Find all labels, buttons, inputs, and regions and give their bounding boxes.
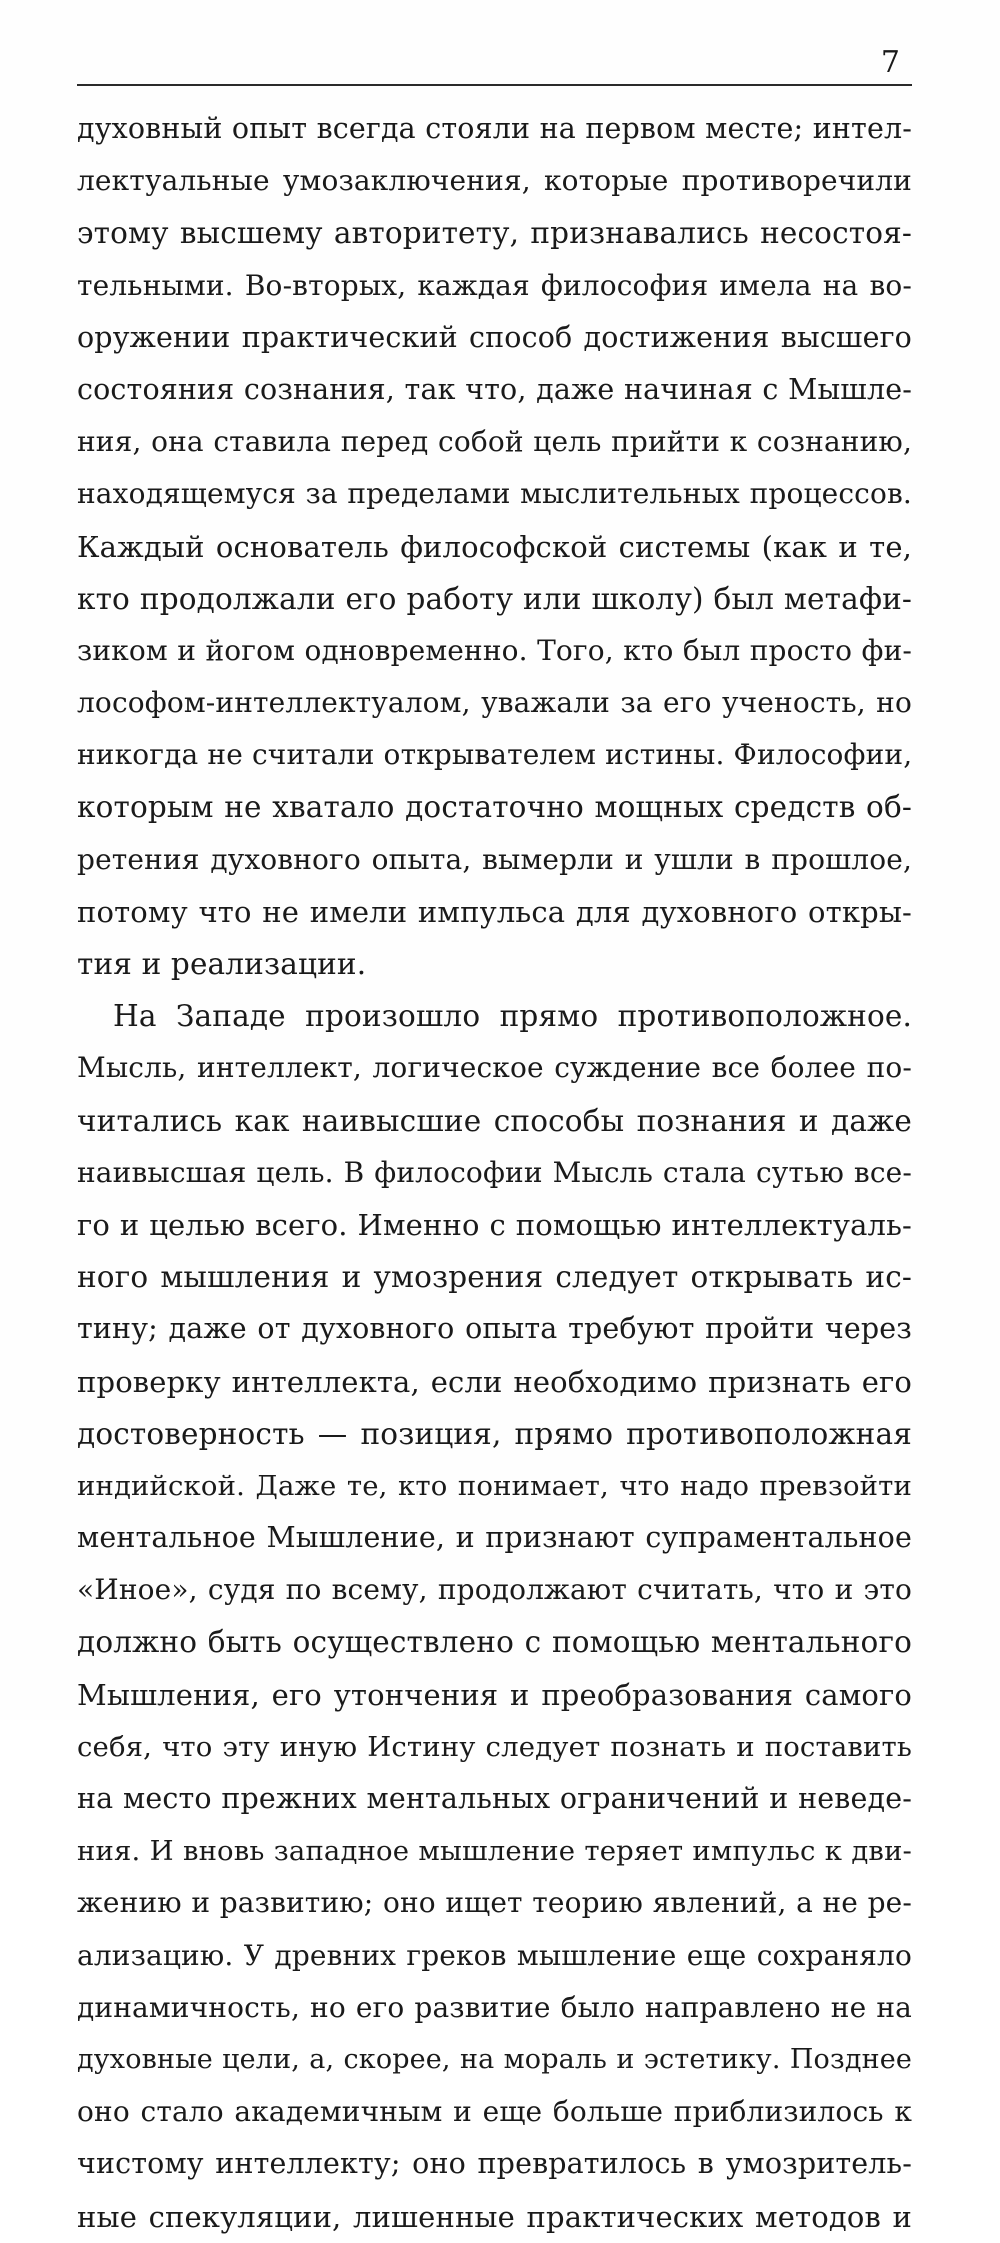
text-line: потому что не имели импульса для духовного откры- bbox=[77, 894, 912, 929]
text-line: «Иное», судя по всему, продолжают считать, что и это bbox=[77, 1573, 912, 1607]
text-line: жению и развитию; оно ищет теорию явлений, а не ре- bbox=[77, 1886, 912, 1920]
text-line: чистому интеллекту; оно превратилось в умозритель- bbox=[77, 2147, 912, 2181]
page-number: 7 bbox=[880, 45, 900, 80]
text-line: наивысшая цель. В философии Мысль стала сутью все- bbox=[77, 1155, 912, 1189]
text-line: Мысль, интеллект, логическое суждение все более по- bbox=[77, 1051, 912, 1085]
text-line: состояния сознания, так что, даже начиная с Мышле- bbox=[77, 372, 912, 406]
text-line: этому высшему авторитету, признавались несостоя- bbox=[77, 216, 912, 251]
text-line: кто продолжали его работу или школу) был метафи- bbox=[77, 581, 912, 616]
text-line: индийской. Даже те, кто понимает, что надо превзойти bbox=[77, 1469, 912, 1502]
text-line: лектуальные умозаключения, которые противоречили bbox=[77, 164, 912, 198]
text-line: лософом-интеллектуалом, уважали за его ученость, но bbox=[77, 686, 912, 720]
text-line: тия и реализации. bbox=[77, 947, 367, 981]
text-line: духовный опыт всегда стояли на первом месте; интел- bbox=[77, 112, 912, 145]
text-line: ные спекуляции, лишенные практических методов и bbox=[77, 2199, 912, 2234]
text-line: никогда не считали открывателем истины. Философии, bbox=[77, 738, 913, 772]
text-line: тельными. Во-вторых, каждая философия имела на во- bbox=[77, 268, 912, 302]
text-line: себя, что эту иную Истину следует познать и поставить bbox=[77, 1730, 912, 1763]
text-line: на место прежних ментальных ограничений и неведе- bbox=[77, 1782, 912, 1815]
paragraph-first-line: На Западе произошло прямо противоположное. bbox=[113, 999, 912, 1034]
text-line: ния. И вновь западное мышление теряет импульс к дви- bbox=[77, 1835, 912, 1868]
body-text bbox=[77, 103, 912, 2243]
text-line: го и целью всего. Именно с помощью интеллектуаль- bbox=[77, 1207, 912, 1242]
text-line: ного мышления и умозрения следует открывать ис- bbox=[77, 1260, 912, 1295]
text-line: ментальное Мышление, и признают супраментальное bbox=[77, 1521, 912, 1555]
text-line: находящемуся за пределами мыслительных процессов. bbox=[77, 477, 912, 511]
text-line: проверку интеллекта, если необходимо признать его bbox=[77, 1364, 912, 1399]
text-line: достоверность — позиция, прямо противоположная bbox=[77, 1416, 912, 1451]
text-line: ретения духовного опыта, вымерли и ушли в прошлое, bbox=[77, 842, 912, 876]
text-line: Мышления, его утончения и преобразования самого bbox=[77, 1677, 912, 1712]
text-line: тину; даже от духовного опыта требуют пройти через bbox=[77, 1312, 912, 1346]
header-rule bbox=[77, 84, 912, 86]
text-line: духовные цели, а, скорее, на мораль и эстетику. Позднее bbox=[77, 2043, 912, 2075]
text-line: динамичность, но его развитие было направлено не на bbox=[77, 1990, 912, 2024]
text-line: которым не хватало достаточно мощных средств об- bbox=[77, 790, 912, 825]
text-line: оружении практический способ достижения высшего bbox=[77, 320, 912, 354]
text-line: читались как наивысшие способы познания и даже bbox=[77, 1103, 912, 1138]
text-line: оно стало академичным и еще больше приблизилось к bbox=[77, 2095, 912, 2129]
text-line: ния, она ставила перед собой цель прийти к сознанию, bbox=[77, 425, 912, 459]
text-line: зиком и йогом одновременно. Того, кто был просто фи- bbox=[77, 633, 912, 667]
text-line: Каждый основатель философской системы (как и те, bbox=[77, 529, 912, 564]
text-line: ализацию. У древних греков мышление еще сохраняло bbox=[77, 1938, 912, 1972]
text-line: должно быть осуществлено с помощью ментального bbox=[77, 1625, 912, 1660]
